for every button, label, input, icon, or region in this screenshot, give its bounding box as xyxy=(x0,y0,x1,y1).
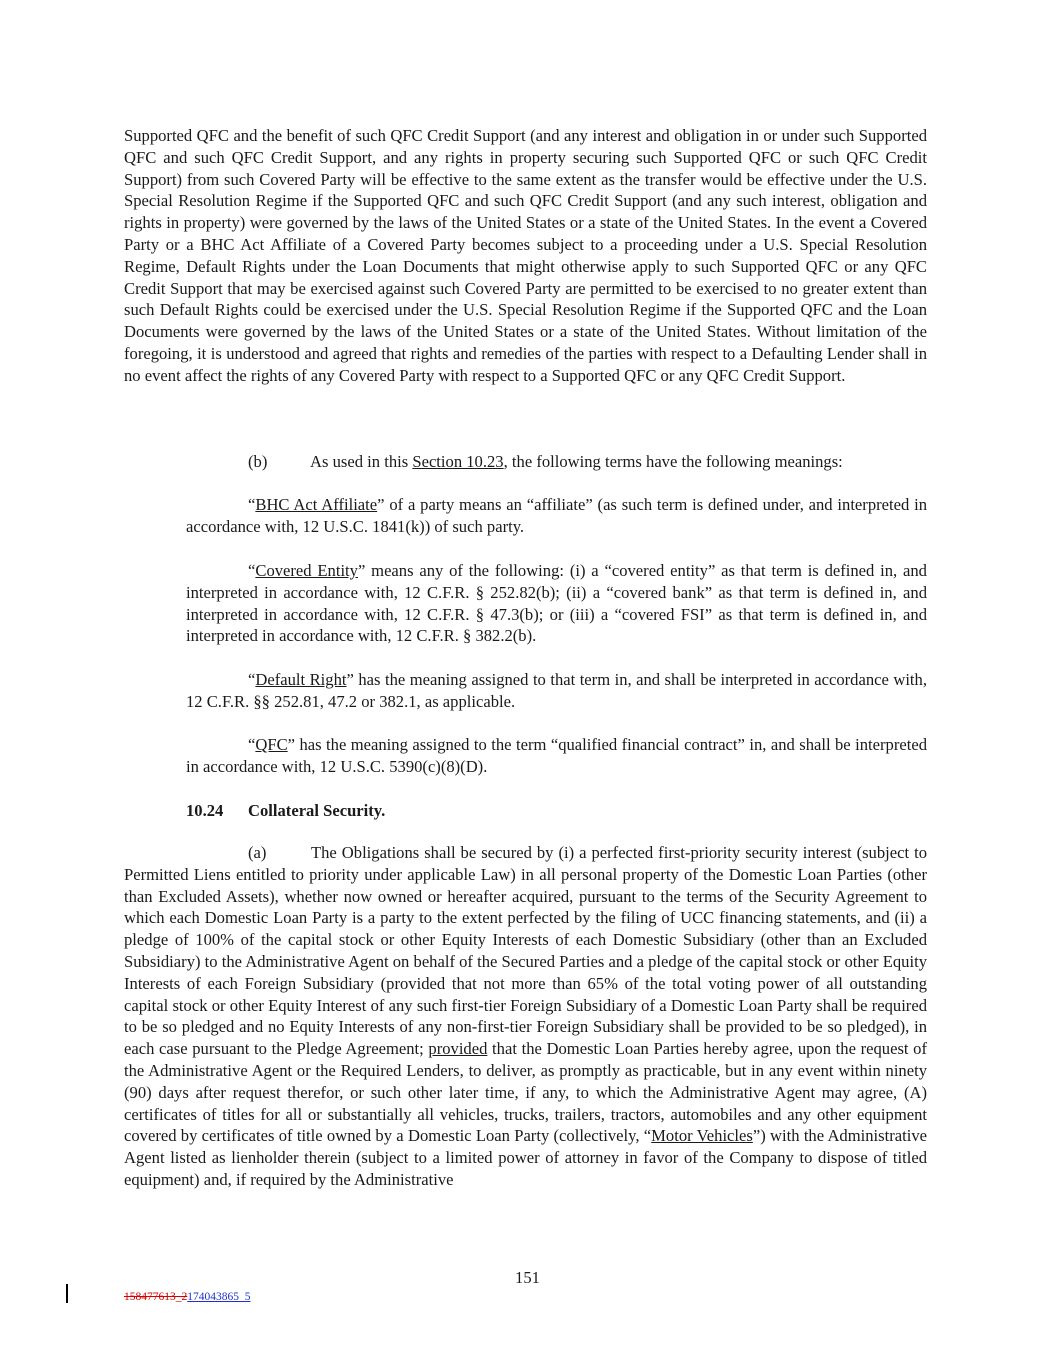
defined-term: Default Right xyxy=(255,670,347,689)
definition-text: has the meaning assigned to the term “qualified financial contract” in, and shall be interpreted in accordance with, 12 U.S.C. 5390(c)(8)(D). xyxy=(186,735,927,776)
provided-term: provided xyxy=(428,1039,488,1059)
document-id xyxy=(124,1290,251,1304)
definition-covered-entity: “Covered Entity” means any of the following: (i) a “covered entity” as that term is defined in, and interpreted in accordance with, 12 C.F.R. § 252.82(b); (ii) a “covered bank” as that term is defined in, and interpreted in accordance with, 12 C.F.R. § 47.3(b); or (iii) a “covered FSI” as that term is defined in, and interpreted in accordance with, 12 C.F.R. § 382.2(b). xyxy=(186,561,927,646)
paragraph-a-text-2: that the Domestic Loan Parties hereby agree, upon the request of the Administrative Agent or the Required Lenders, to deliver, as promptly as practicable, but in any event within ninety (90) days after request therefor, or such other later time, if any, to which the Administrative Agent may agree, (A) certificates of titles for all or substantially all vehicles, trucks, trailers, tractors, automobiles and any other equipment covered by certificates of title owned by a Domestic Loan Party (collectively, “ xyxy=(124,1039,927,1146)
definition-qfc: “QFC” has the meaning assigned to the term “qualified financial contract” in, and shall be interpreted in accordance with, 12 U.S.C. 5390(c)(8)(D). xyxy=(186,735,927,776)
paragraph-b-text-after: , the following terms have the following meanings: xyxy=(503,452,843,471)
section-number: 10.24 xyxy=(186,801,224,820)
definition-default-right: “Default Right” has the meaning assigned to that term in, and shall be interpreted in accordance with, 12 C.F.R. §§ 252.81, 47.2 or 382.1, as applicable. xyxy=(186,670,927,711)
section-title: Collateral Security. xyxy=(248,801,386,820)
defined-term: QFC xyxy=(255,735,288,754)
paragraph-b xyxy=(248,451,843,473)
section-reference-link[interactable]: Section 10.23 xyxy=(412,452,504,471)
definition-bhc-act-affiliate: “BHC Act Affiliate” of a party means an “affiliate” (as such term is defined under, and interpreted in accordance with, 12 U.S.C. 1841(k)) of such party. xyxy=(186,495,927,536)
defined-term: Covered Entity xyxy=(255,561,358,580)
paragraph-a-marker: (a) xyxy=(248,843,267,862)
motor-vehicles-term: Motor Vehicles xyxy=(651,1126,753,1146)
document-id-inserted: 174043865_5 xyxy=(187,1291,251,1303)
paragraph-continuation: Supported QFC and the benefit of such QFC Credit Support (and any interest and obligation in or under such Supported QFC and such QFC Credit Support, and any rights in property securing such Supported QFC or such QFC Credit Support) from such Covered Party will be effective to the same extent as the transfer would be effective under the U.S. Special Resolution Regime if the Supported QFC and such QFC Credit Support (and any such interest, obligation and rights in property) were governed by the laws of the United States or a state of the United States. In the event a Covered Party or a BHC Act Affiliate of a Covered Party becomes subject to a proceeding under a U.S. Special Resolution Regime, Default Rights under the Loan Documents that might otherwise apply to such Supported QFC or any QFC Credit Support that may be exercised against such Covered Party are permitted to be exercised to no greater extent than such Default Rights could be exercised under the U.S. Special Resolution Regime if the Supported QFC and the Loan Documents were governed by the laws of the United States or a state of the United States. Without limitation of the foregoing, it is understood and agreed that rights and remedies of the parties with respect to a Defaulting Lender shall in no event affect the rights of any Covered Party with respect to a Supported QFC or any QFC Credit Support. xyxy=(124,126,927,385)
defined-term: BHC Act Affiliate xyxy=(255,495,378,514)
paragraph-a-text-1: The Obligations shall be secured by (i) a perfected first-priority security interest (subject to Permitted Liens entitled to priority under applicable Law) in all personal property of the Domestic Loan Parties (other than Excluded Assets), whether now owned or hereafter acquired, pursuant to the terms of the Security Agreement to which each Domestic Loan Party is a party to the extent perfected by the filing of UCC financing statements, and (ii) a pledge of 100% of the capital stock or other Equity Interests of each Domestic Subsidiary (other than an Excluded Subsidiary) to the Administrative Agent on behalf of the Secured Parties and a pledge of the capital stock or other Equity Interests of each Foreign Subsidiary (provided that not more than 65% of the total voting power of all outstanding capital stock or other Equity Interest of any such first-tier Foreign Subsidiary of a Domestic Loan Party shall be required to be so pledged and no Equity Interests of any non-first-tier Foreign Subsidiary shall be provided to be so pledged), in each case pursuant to the Pledge Agreement; xyxy=(124,843,927,1059)
paragraph-b-text-before: As used in this xyxy=(310,452,413,471)
page-number: 151 xyxy=(515,1268,540,1287)
paragraph-b-marker: (b) xyxy=(248,452,268,471)
definition-text: means any of the following: (i) a “covered entity” as that term is defined in, and interpreted in accordance with, 12 C.F.R. § 252.82(b); (ii) a “covered bank” as that term is defined in, and interpreted in accordance with, 12 C.F.R. § 47.3(b); or (iii) a “covered FSI” as that term is defined in, and interpreted in accordance with, 12 C.F.R. § 382.2(b). xyxy=(186,561,927,646)
section-heading xyxy=(186,800,385,822)
paragraph-a-text-3: ”) with the Administrative Agent listed as lienholder therein (subject to a limited power of attorney in favor of the Company to dispose of titled equipment) and, if required by the Administrative xyxy=(124,1126,927,1189)
paragraph-a xyxy=(124,842,927,1191)
definition-text: of a party means an “affiliate” (as such term is defined under, and interpreted in accordance with, 12 U.S.C. 1841(k)) of such party. xyxy=(186,495,927,536)
definition-text: has the meaning assigned to that term in, and shall be interpreted in accordance with, 12 C.F.R. §§ 252.81, 47.2 or 382.1, as applicable. xyxy=(186,670,927,711)
revision-change-bar xyxy=(66,1284,68,1303)
document-id-deleted: 158477613_2 xyxy=(124,1291,188,1303)
